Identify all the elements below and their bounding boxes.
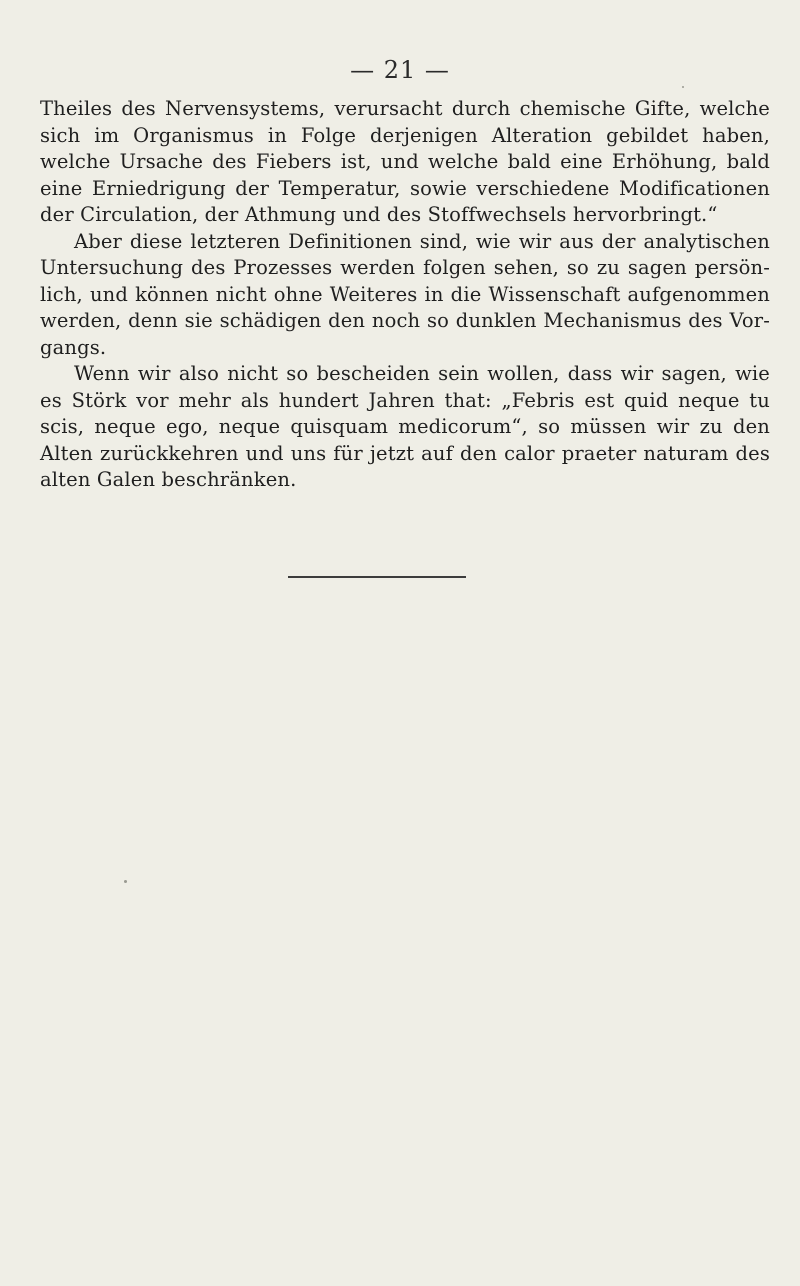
text-line: lich, und können nicht ohne Weiteres in die Wissenschaft aufgenommen — [40, 282, 770, 306]
text-line: eine Erniedrigung der Temperatur, sowie verschiedene Modificationen — [40, 176, 770, 200]
text-line: Wenn wir also nicht so bescheiden sein wollen, dass wir sagen, wie — [74, 362, 770, 385]
text-line: gangs. — [40, 335, 107, 359]
text-line: werden, denn sie schädigen den noch so dunklen Mechanismus des Vor- — [40, 309, 770, 332]
text-line: Untersuchung des Prozesses werden folgen sehen, so zu sagen persön- — [40, 256, 770, 279]
page-number: — 21 — — [350, 56, 450, 84]
paragraph — [40, 229, 770, 362]
text-line: sich im Organismus in Folge derjenigen Alteration gebildet haben, — [40, 123, 770, 147]
text-line: welche Ursache des Fiebers ist, und welche bald eine Erhöhung, bald — [40, 150, 770, 173]
text-line: scis, neque ego, neque quisquam medicorum“, so müssen wir zu den — [40, 415, 770, 438]
body-text — [40, 96, 770, 494]
text-line: Aber diese letzteren Definitionen sind, wie wir aus der analytischen — [74, 229, 770, 253]
paragraph — [40, 96, 770, 229]
paper-speck — [682, 86, 684, 88]
section-divider — [288, 576, 466, 578]
text-line: alten Galen beschränken. — [40, 468, 297, 491]
text-line: Alten zurückkehren und uns für jetzt auf den calor praeter naturam des — [40, 441, 770, 465]
paragraph — [40, 361, 770, 494]
text-line: es Störk vor mehr als hundert Jahren that: „Febris est quid neque tu — [40, 388, 770, 412]
text-line: Theiles des Nervensystems, verursacht durch chemische Gifte, welche — [40, 97, 770, 120]
text-line: der Circulation, der Athmung und des Stoffwechsels hervorbringt.“ — [40, 203, 718, 226]
paper-speck — [124, 880, 127, 883]
